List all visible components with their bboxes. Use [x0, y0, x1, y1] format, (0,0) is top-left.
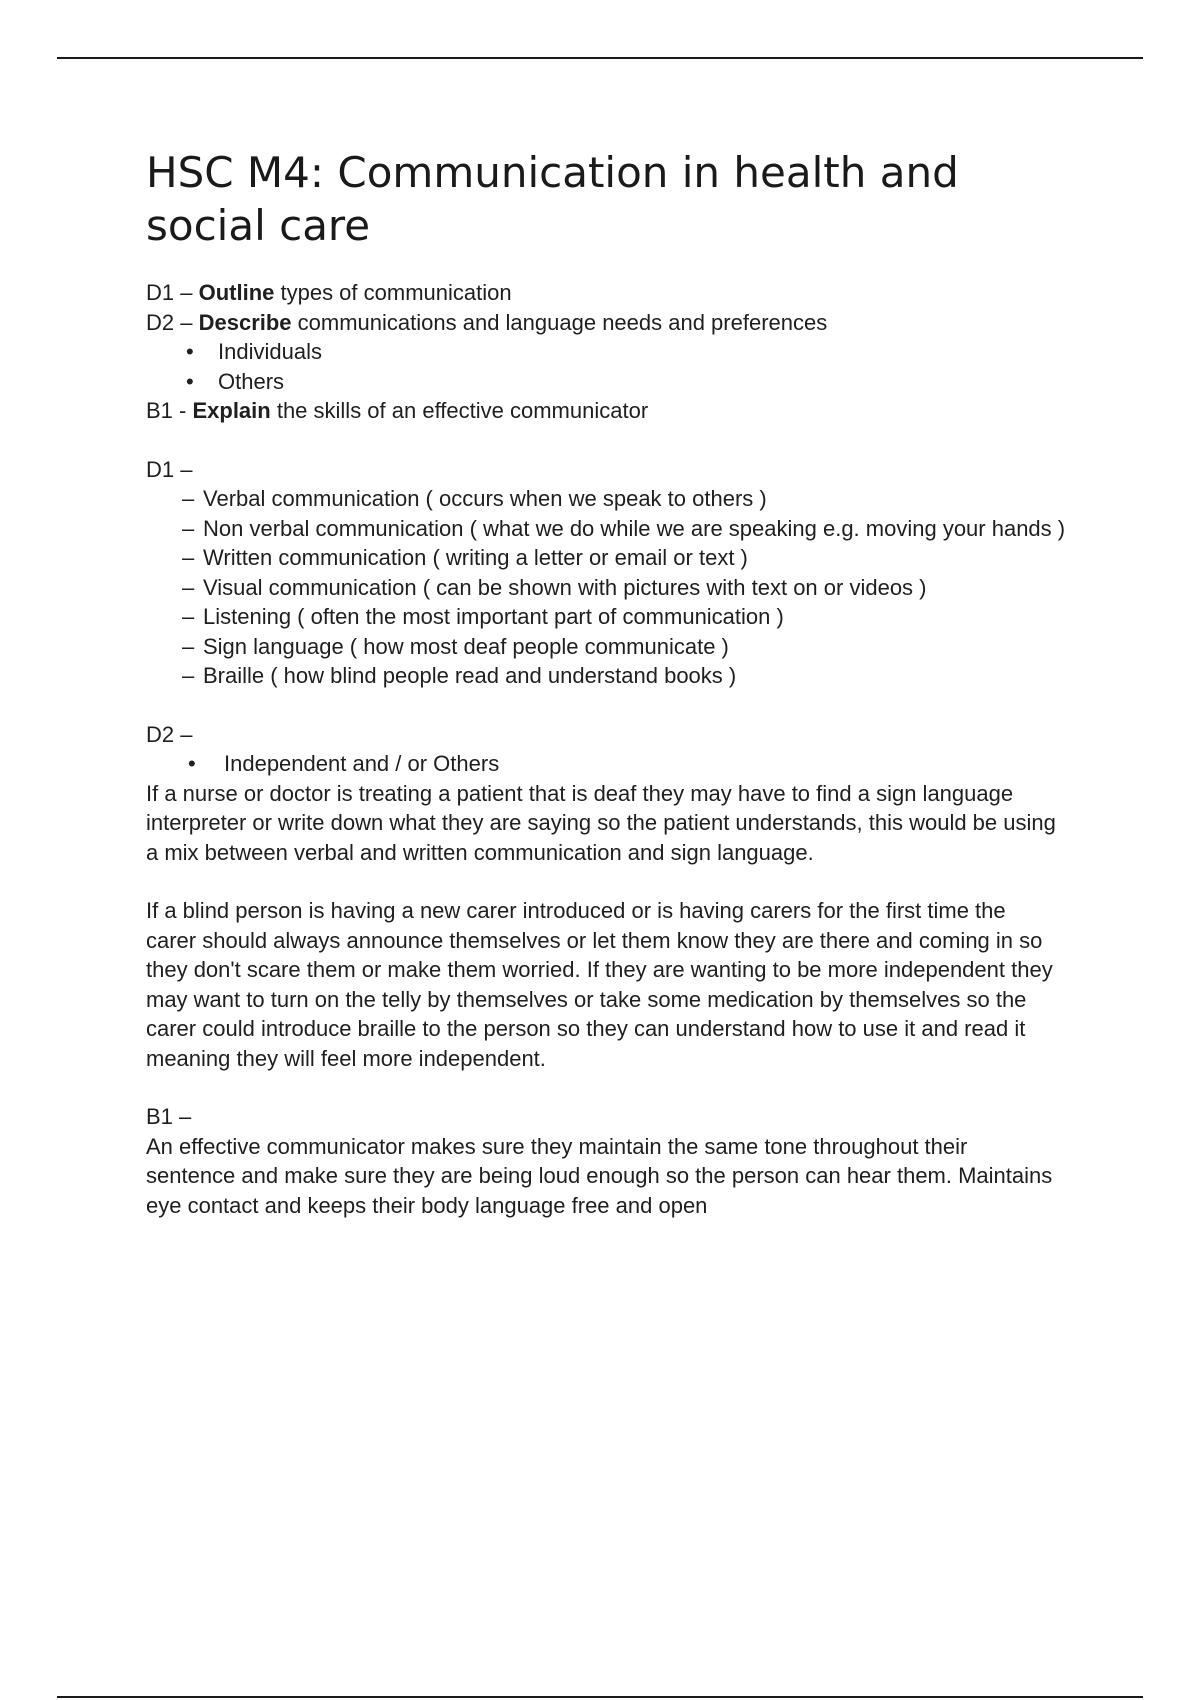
list-item: • Others [146, 367, 1066, 397]
document-title: HSC M4: Communication in health and social care [146, 148, 959, 250]
objective-d2-text: communications and language needs and preferences [291, 309, 828, 335]
objective-d1 [146, 278, 1066, 308]
objective-b1 [146, 396, 1066, 426]
objective-d2-list [146, 337, 1066, 396]
objective-b1-code: B1 - [146, 398, 193, 423]
objective-d1-code: D1 – [146, 280, 199, 305]
objective-b1-verb: Explain [192, 398, 271, 423]
footer-rule [57, 1696, 1143, 1698]
objective-d2-code: D2 – [146, 309, 199, 335]
d2-list [146, 749, 1066, 779]
spacer [146, 426, 1066, 455]
b1-paragraph: An effective communicator makes sure they maintain the same tone throughout their sentence and make sure they are being loud enough so the person can hear them. Maintains eye contact and keeps their body language free and open [146, 1133, 1053, 1218]
list-item: – Verbal communication ( occurs when we speak to others ) [146, 484, 1083, 514]
objective-d2 [146, 308, 1066, 338]
spacer [146, 1073, 1066, 1102]
d1-heading: D1 – [146, 456, 193, 482]
list-item: – Non verbal communication ( what we do while we are speaking e.g. moving your hands ) [146, 514, 1083, 544]
list-item: • Individuals [146, 337, 1066, 367]
list-item: – Visual communication ( can be shown with pictures with text on or videos ) [146, 573, 1083, 603]
spacer [146, 691, 1066, 720]
d1-list [146, 484, 1066, 691]
d2-paragraph-deaf: If a nurse or doctor is treating a patient that is deaf they may have to find a sign language interpreter or write down what they are saying so the patient understands, this would be using a mix between verbal and written communication and sign language. [146, 780, 1056, 865]
objective-d1-verb: Outline [198, 280, 275, 305]
objective-d2-verb: Describe [198, 309, 292, 335]
objective-b1-text: the skills of an effective communicator [270, 398, 649, 423]
list-item: • Independent and / or Others [146, 749, 1066, 779]
document-body [146, 146, 1066, 1220]
list-item: – Listening ( often the most important part of communication ) [146, 602, 1083, 632]
list-item: – Sign language ( how most deaf people communicate ) [146, 632, 1083, 662]
list-item: – Written communication ( writing a letter or email or text ) [146, 543, 1083, 573]
objective-d1-text: types of communication [274, 280, 512, 305]
header-rule [57, 57, 1143, 59]
b1-heading: B1 – [146, 1104, 192, 1129]
d2-paragraph-blind: If a blind person is having a new carer introduced or is having carers for the first time the carer should always announce themselves or let them know they are there and coming in so they don't scare them or make them worried. If they are wanting to be more independent they may want to turn on the telly by themselves or take some medication by themselves so the carer could introduce braille to the person so they can understand how to use it and read it meaning they will feel more independent. [146, 898, 1053, 1071]
d2-heading: D2 – [146, 721, 193, 747]
list-item: – Braille ( how blind people read and understand books ) [146, 661, 1083, 691]
spacer [146, 867, 1066, 896]
